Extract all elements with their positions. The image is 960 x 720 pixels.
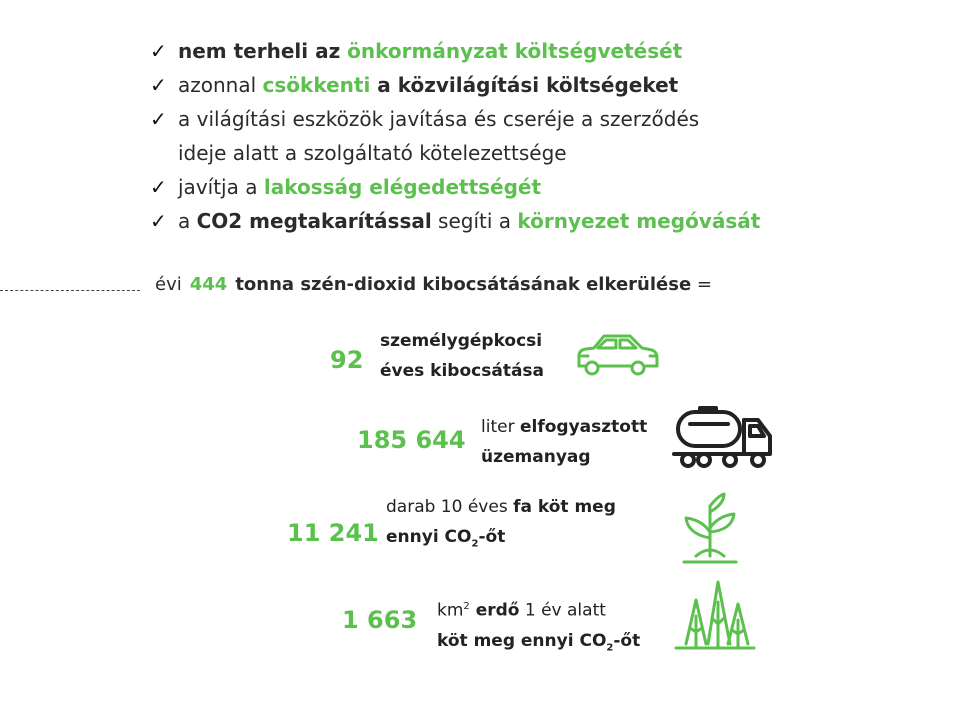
trees-line1-bold: fa köt meg — [513, 497, 616, 517]
benefit-item — [150, 34, 760, 68]
forest-icon — [672, 576, 758, 654]
forest-line1-a: km — [437, 600, 464, 621]
tanker-truck-icon — [672, 406, 776, 470]
checkmark-icon: ✓ — [150, 175, 167, 199]
summary-value: 444 — [189, 274, 228, 295]
forest-line2 — [437, 630, 641, 654]
forest-value: 1 663 — [342, 606, 418, 634]
benefit-highlight: lakosság elégedettségét — [263, 175, 542, 199]
fuel-line1-normal: liter — [481, 417, 520, 437]
cars-value: 92 — [330, 346, 364, 374]
benefit-item — [150, 68, 760, 102]
fuel-line2: üzemanyag — [481, 447, 591, 467]
benefit-item — [150, 204, 760, 238]
fuel-line1-bold: elfogyasztott — [519, 417, 648, 437]
sprout-icon — [678, 492, 742, 566]
forest-description — [437, 592, 640, 663]
benefit-text: azonnal — [178, 73, 263, 97]
co2-subscript: 2 — [471, 538, 479, 550]
forest-line1-bold: erdő — [469, 600, 520, 621]
fuel-description — [481, 412, 647, 472]
km2-superscript: 2 — [463, 601, 470, 612]
benefit-text-bold: a közvilágítási költségeket — [370, 73, 679, 97]
trees-line2-b: -őt — [478, 527, 506, 547]
benefit-text-line2: ideje alatt a szolgáltató kötelezettsége — [178, 141, 567, 165]
benefit-text: nem terheli az — [178, 39, 348, 63]
checkmark-icon: ✓ — [150, 73, 167, 97]
trees-line2 — [386, 527, 506, 550]
benefit-text: javítja a — [178, 175, 264, 199]
co2-summary-line — [155, 274, 712, 295]
benefit-text: segíti a — [431, 209, 518, 233]
benefit-highlight: csökkenti — [262, 73, 371, 97]
benefit-item — [150, 170, 760, 204]
cars-line1: személygépkocsi — [380, 331, 543, 351]
benefit-text: a — [178, 209, 197, 233]
trees-value: 11 241 — [287, 519, 379, 547]
benefit-item — [150, 102, 760, 170]
benefit-text-line1: a világítási eszközök javítása és cseréje a szerződés — [178, 107, 700, 131]
dashed-divider — [0, 290, 140, 291]
checkmark-icon: ✓ — [150, 107, 167, 131]
summary-text: tonna szén-dioxid kibocsátásának elkerülése — [235, 274, 692, 295]
co2-subscript: 2 — [606, 642, 614, 654]
benefit-highlight: önkormányzat költségvetését — [347, 39, 683, 63]
car-icon — [574, 330, 660, 380]
trees-line1-normal: darab 10 éves — [386, 497, 514, 517]
forest-line1-c: 1 év alatt — [519, 600, 606, 621]
summary-suffix: = — [696, 274, 712, 295]
checkmark-icon: ✓ — [150, 39, 167, 63]
benefits-checklist — [150, 34, 760, 238]
trees-description — [386, 492, 616, 559]
forest-line2-a: köt meg ennyi CO — [437, 630, 607, 651]
forest-line2-b: -őt — [613, 630, 641, 651]
cars-line2: éves kibocsátása — [380, 361, 545, 381]
cars-description — [380, 326, 544, 386]
trees-line2-a: ennyi CO — [386, 527, 472, 547]
benefit-highlight: környezet megóvását — [517, 209, 761, 233]
benefit-text-bold: CO2 megtakarítással — [196, 209, 432, 233]
summary-prefix: évi — [155, 274, 182, 295]
checkmark-icon: ✓ — [150, 209, 167, 233]
fuel-value: 185 644 — [357, 426, 466, 454]
